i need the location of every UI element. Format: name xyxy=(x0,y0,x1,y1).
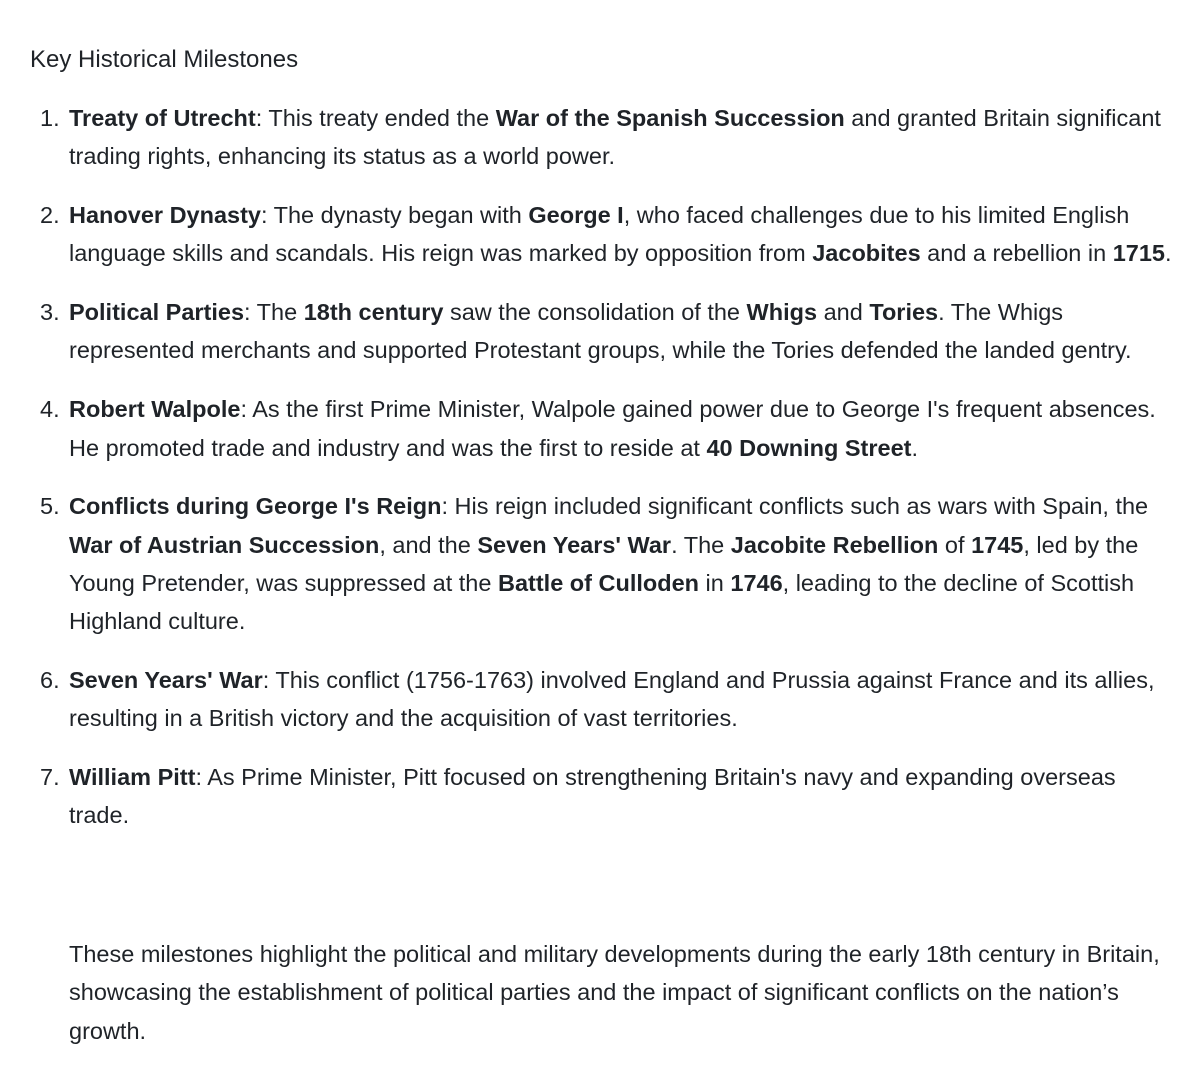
milestone-description: , led by the Young Pretender, was suppressed at the xyxy=(69,531,1139,596)
milestone-number: 7. xyxy=(40,764,60,791)
milestone-term: Hanover Dynasty xyxy=(69,202,261,229)
milestone-term: Treaty of Utrecht xyxy=(69,105,256,131)
milestone-term: Whigs xyxy=(746,299,818,326)
milestone-term: Seven Years' War xyxy=(477,531,672,558)
milestone-term: William Pitt xyxy=(69,764,196,791)
milestone-term: Jacobites xyxy=(812,240,921,267)
milestone-text xyxy=(69,667,1154,731)
milestone-term: Seven Years' War xyxy=(69,667,263,694)
milestone-term: Conflicts during George I's Reign xyxy=(69,493,442,520)
milestone-number: 5. xyxy=(40,493,60,520)
milestone-item xyxy=(30,390,1175,467)
milestone-term: 1715 xyxy=(1112,240,1165,267)
milestone-item xyxy=(30,293,1175,370)
milestone-term: War of the Spanish Succession xyxy=(495,105,845,131)
summary-paragraph: These milestones highlight the political and military developments during the early 18th century in Britain, showcasing the establishment of political parties and the impact of significant conflicts on the nation’s growth. xyxy=(69,941,1160,1044)
milestone-item xyxy=(30,661,1175,738)
milestone-item xyxy=(30,487,1175,640)
milestone-text xyxy=(69,396,1156,460)
milestone-term: Battle of Culloden xyxy=(497,569,700,596)
milestone-description: , leading to the decline of Scottish Highland culture. xyxy=(69,569,1135,635)
milestone-number: 6. xyxy=(40,667,60,694)
milestone-description: : This conflict (1756-1763) involved England and Prussia against France and its allies, resulting in a British victory and the acquisition of vast territories. xyxy=(69,667,1155,732)
milestone-term: Political Parties xyxy=(69,299,245,326)
milestone-item xyxy=(30,758,1175,835)
milestone-text xyxy=(69,493,1148,634)
milestone-item xyxy=(30,196,1175,273)
milestone-description: . xyxy=(911,434,918,461)
milestone-description: . xyxy=(1165,240,1172,267)
milestone-description: : This treaty ended the xyxy=(255,105,496,131)
milestone-description: : As the first Prime Minister, Walpole gained power due to George I's frequent absences. He promoted trade and industry and was the first to reside at xyxy=(69,396,1156,461)
milestone-term: 40 Downing Street xyxy=(706,434,912,461)
milestone-term: 1746 xyxy=(730,569,783,596)
milestone-description: . The xyxy=(671,531,731,558)
milestone-number: 2. xyxy=(40,202,60,229)
milestone-text xyxy=(69,105,1161,169)
milestone-term: War of Austrian Succession xyxy=(69,531,380,558)
milestone-term: Jacobite Rebellion xyxy=(730,531,939,558)
milestone-description: saw the consolidation of the xyxy=(443,299,747,326)
milestone-number: 3. xyxy=(40,299,60,326)
milestone-description: : The dynasty began with xyxy=(261,202,529,229)
milestone-description: : The xyxy=(244,299,304,326)
milestone-number: 4. xyxy=(40,396,60,423)
milestone-text xyxy=(69,202,1172,266)
milestone-description: and granted Britain significant trading rights, enhancing its status as a world power. xyxy=(69,105,1161,170)
milestone-term: Robert Walpole xyxy=(69,396,241,423)
milestone-text xyxy=(69,299,1132,363)
milestone-description: of xyxy=(938,531,972,558)
milestone-description: , who faced challenges due to his limited English language skills and scandals. His reign was marked by opposition from xyxy=(69,202,1130,267)
milestone-description: in xyxy=(699,569,731,596)
milestone-description: . The Whigs represented merchants and supported Protestant groups, while the Tories defended the landed gentry. xyxy=(69,299,1132,364)
milestone-description: , and the xyxy=(379,531,478,558)
milestone-term: 18th century xyxy=(303,299,444,326)
milestone-text xyxy=(69,764,1116,828)
milestone-description: and a rebellion in xyxy=(920,240,1113,267)
section-heading: Key Historical Milestones xyxy=(30,46,299,73)
milestones-list xyxy=(30,99,1175,855)
milestone-description: : His reign included significant conflicts such as wars with Spain, the xyxy=(441,493,1149,520)
milestone-term: Tories xyxy=(869,299,939,326)
milestone-term: 1745 xyxy=(971,531,1024,558)
milestone-description: and xyxy=(817,299,870,326)
milestone-item xyxy=(30,99,1175,176)
milestone-term: George I xyxy=(528,202,624,229)
milestone-description: : As Prime Minister, Pitt focused on strengthening Britain's navy and expanding overseas trade. xyxy=(69,764,1116,829)
milestone-number: 1. xyxy=(40,105,60,131)
